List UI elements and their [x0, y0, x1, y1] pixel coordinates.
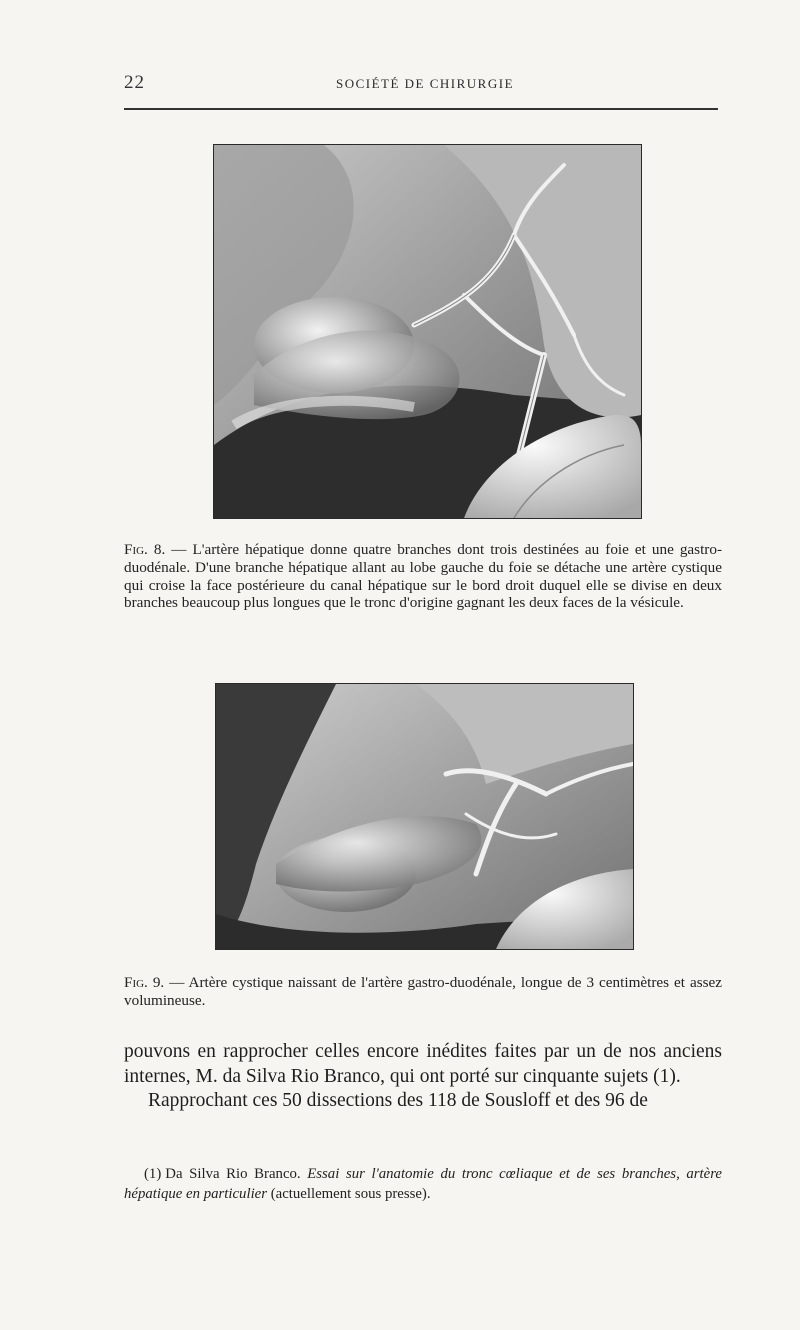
figure-9-caption	[124, 974, 722, 1010]
body-paragraph: pouvons en rapprocher celles encore inédites faites par un de nos anciens internes, M. da Silva Rio Branco, qui ont porté sur cinquante sujets (1).	[124, 1041, 722, 1087]
figure-9-illustration	[215, 683, 634, 950]
page-number: 22	[124, 72, 145, 93]
figure-8-caption-text: — L'artère hépatique donne quatre branches dont trois destinées au foie et une gastro-duodénale. D'une branche hépatique allant au lobe gauche du foie se détache une artère cystique qui croise la face postérieure du canal hépatique sur le bord droit duquel elle se divise en deux branches beaucoup plus longues que le tronc d'origine gagnant les deux faces de la vésicule.	[124, 541, 722, 612]
header-rule	[124, 108, 718, 110]
footnote-title: Essai sur l'anatomie du tronc cœliaque et de ses branches, artère hépatique en particulier	[124, 1166, 722, 1202]
figure-8-illustration	[213, 144, 642, 519]
footnote	[124, 1164, 722, 1204]
footnote-author: Da Silva Rio Branco.	[165, 1166, 301, 1182]
footnote-tail: (actuellement sous presse).	[270, 1186, 431, 1202]
body-paragraph: Rapprochant ces 50 dissections des 118 de Sousloff et des 96 de	[148, 1090, 648, 1111]
body-text	[124, 1040, 722, 1114]
figure-9-caption-lead: Fig. 9.	[124, 974, 165, 991]
footnote-marker: (1)	[144, 1166, 162, 1182]
figure-8-caption-lead: Fig. 8.	[124, 541, 166, 558]
figure-8-caption	[124, 541, 722, 612]
figure-9-caption-text: — Artère cystique naissant de l'artère gastro-duodénale, longue de 3 centimètres et assez volumineuse.	[124, 974, 722, 1009]
running-head: SOCIÉTÉ DE CHIRURGIE	[335, 76, 515, 91]
